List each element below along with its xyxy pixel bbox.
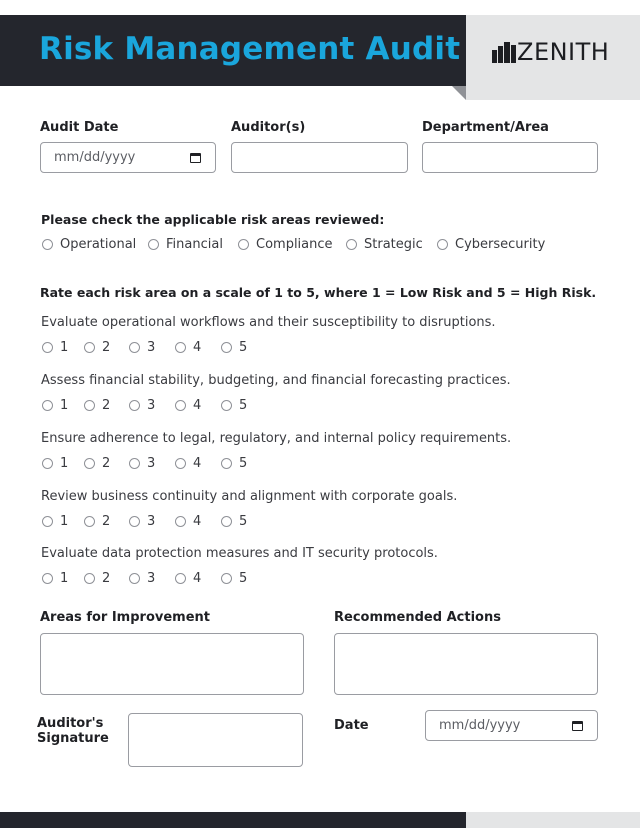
rating-option-label: 2 [102, 398, 111, 413]
rating-2-option-1[interactable] [42, 398, 68, 413]
signature-date-input[interactable] [425, 710, 598, 741]
rating-option-label: 5 [239, 514, 248, 529]
risk-option-operational[interactable] [42, 237, 136, 252]
department-input[interactable] [422, 142, 598, 173]
rating-3-option-4[interactable] [175, 456, 201, 471]
rating-option-label: 1 [60, 398, 69, 413]
radio-circle[interactable] [175, 342, 186, 353]
rating-option-label: 4 [193, 514, 202, 529]
signature-input[interactable] [128, 713, 303, 767]
rating-5-option-1[interactable] [42, 571, 68, 586]
improvement-label: Areas for Improvement [40, 610, 211, 625]
rating-option-label: 2 [102, 514, 111, 529]
rating-5-option-3[interactable] [129, 571, 155, 586]
rating-4-option-2[interactable] [84, 514, 110, 529]
radio-circle[interactable] [42, 516, 53, 527]
rating-question-2: Assess financial stability, budgeting, and financial forecasting practices. [41, 373, 511, 388]
rating-4-option-1[interactable] [42, 514, 68, 529]
radio-circle[interactable] [437, 239, 448, 250]
rating-option-label: 3 [147, 398, 156, 413]
radio-circle[interactable] [84, 458, 95, 469]
radio-circle[interactable] [221, 573, 232, 584]
radio-circle[interactable] [84, 400, 95, 411]
radio-circle[interactable] [175, 573, 186, 584]
radio-circle[interactable] [175, 458, 186, 469]
improvement-textarea[interactable] [40, 633, 304, 695]
logo [492, 38, 609, 66]
logo-text: ZENITH [517, 38, 610, 66]
radio-circle[interactable] [42, 400, 53, 411]
rating-option-label: 2 [102, 456, 111, 471]
risk-option-label: Cybersecurity [455, 237, 546, 252]
rating-1-option-1[interactable] [42, 340, 68, 355]
rating-option-label: 2 [102, 571, 111, 586]
rating-3-option-3[interactable] [129, 456, 155, 471]
rating-2-option-4[interactable] [175, 398, 201, 413]
radio-circle[interactable] [148, 239, 159, 250]
rating-2-option-2[interactable] [84, 398, 110, 413]
rating-1-option-4[interactable] [175, 340, 201, 355]
actions-label: Recommended Actions [334, 610, 501, 625]
rating-option-label: 2 [102, 340, 111, 355]
calendar-icon[interactable] [190, 153, 201, 163]
radio-circle[interactable] [175, 516, 186, 527]
risk-option-cybersecurity[interactable] [437, 237, 545, 252]
radio-circle[interactable] [129, 342, 140, 353]
radio-circle[interactable] [221, 400, 232, 411]
footer-light-band [466, 812, 640, 828]
risk-option-label: Financial [166, 237, 223, 252]
rating-option-label: 1 [60, 340, 69, 355]
auditors-input[interactable] [231, 142, 408, 173]
actions-textarea[interactable] [334, 633, 598, 695]
rating-4-option-3[interactable] [129, 514, 155, 529]
signature-label-line2: Signature [37, 731, 109, 746]
rating-3-option-2[interactable] [84, 456, 110, 471]
rating-question-5: Evaluate data protection measures and IT security protocols. [41, 546, 438, 561]
rating-option-label: 5 [239, 398, 248, 413]
radio-circle[interactable] [84, 516, 95, 527]
audit-date-input[interactable] [40, 142, 216, 173]
risk-option-label: Compliance [256, 237, 333, 252]
rating-option-label: 3 [147, 456, 156, 471]
rating-option-label: 3 [147, 571, 156, 586]
department-label: Department/Area [422, 120, 549, 135]
building-icon [492, 41, 516, 63]
rating-5-option-2[interactable] [84, 571, 110, 586]
radio-circle[interactable] [238, 239, 249, 250]
rating-question-1: Evaluate operational workflows and their susceptibility to disruptions. [41, 315, 496, 330]
signature-label-line1: Auditor's [37, 716, 104, 731]
rating-2-option-3[interactable] [129, 398, 155, 413]
rating-option-label: 1 [60, 456, 69, 471]
rating-question-3: Ensure adherence to legal, regulatory, and internal policy requirements. [41, 431, 512, 446]
audit-date-placeholder: mm/dd/yyyy [54, 150, 136, 165]
rating-option-label: 5 [239, 340, 248, 355]
risk-option-label: Strategic [364, 237, 423, 252]
rating-1-option-5[interactable] [221, 340, 247, 355]
rating-option-label: 3 [147, 514, 156, 529]
radio-circle[interactable] [129, 458, 140, 469]
page-title: Risk Management Audit [39, 31, 461, 67]
rating-option-label: 4 [193, 571, 202, 586]
signature-label [37, 716, 109, 746]
rating-option-label: 5 [239, 456, 248, 471]
date-label: Date [334, 718, 369, 733]
rating-option-label: 1 [60, 571, 69, 586]
radio-circle[interactable] [221, 516, 232, 527]
calendar-icon[interactable] [572, 721, 583, 731]
radio-circle[interactable] [221, 342, 232, 353]
rating-option-label: 5 [239, 571, 248, 586]
rating-5-option-4[interactable] [175, 571, 201, 586]
radio-circle[interactable] [42, 342, 53, 353]
radio-circle[interactable] [129, 516, 140, 527]
rating-4-option-5[interactable] [221, 514, 247, 529]
radio-circle[interactable] [42, 239, 53, 250]
risk-option-label: Operational [60, 237, 137, 252]
rating-4-option-4[interactable] [175, 514, 201, 529]
rating-3-option-1[interactable] [42, 456, 68, 471]
rating-1-option-2[interactable] [84, 340, 110, 355]
risk-option-strategic[interactable] [346, 237, 423, 252]
header-fold-decoration [452, 86, 466, 100]
radio-circle[interactable] [42, 573, 53, 584]
footer-band [0, 812, 466, 828]
risk-option-financial[interactable] [148, 237, 223, 252]
risk-option-compliance[interactable] [238, 237, 333, 252]
radio-circle[interactable] [42, 458, 53, 469]
risk-areas-heading: Please check the applicable risk areas reviewed: [41, 212, 385, 227]
rating-question-4: Review business continuity and alignment with corporate goals. [41, 489, 458, 504]
rating-heading: Rate each risk area on a scale of 1 to 5, where 1 = Low Risk and 5 = High Risk. [40, 285, 597, 300]
rating-option-label: 3 [147, 340, 156, 355]
radio-circle[interactable] [84, 342, 95, 353]
rating-option-label: 4 [193, 340, 202, 355]
auditors-label: Auditor(s) [231, 120, 306, 135]
radio-circle[interactable] [129, 573, 140, 584]
rating-3-option-5[interactable] [221, 456, 247, 471]
rating-option-label: 1 [60, 514, 69, 529]
radio-circle[interactable] [129, 400, 140, 411]
radio-circle[interactable] [84, 573, 95, 584]
rating-5-option-5[interactable] [221, 571, 247, 586]
signature-date-placeholder: mm/dd/yyyy [439, 718, 521, 733]
radio-circle[interactable] [346, 239, 357, 250]
rating-1-option-3[interactable] [129, 340, 155, 355]
radio-circle[interactable] [175, 400, 186, 411]
radio-circle[interactable] [221, 458, 232, 469]
rating-option-label: 4 [193, 456, 202, 471]
rating-option-label: 4 [193, 398, 202, 413]
rating-2-option-5[interactable] [221, 398, 247, 413]
audit-date-label: Audit Date [40, 120, 119, 135]
